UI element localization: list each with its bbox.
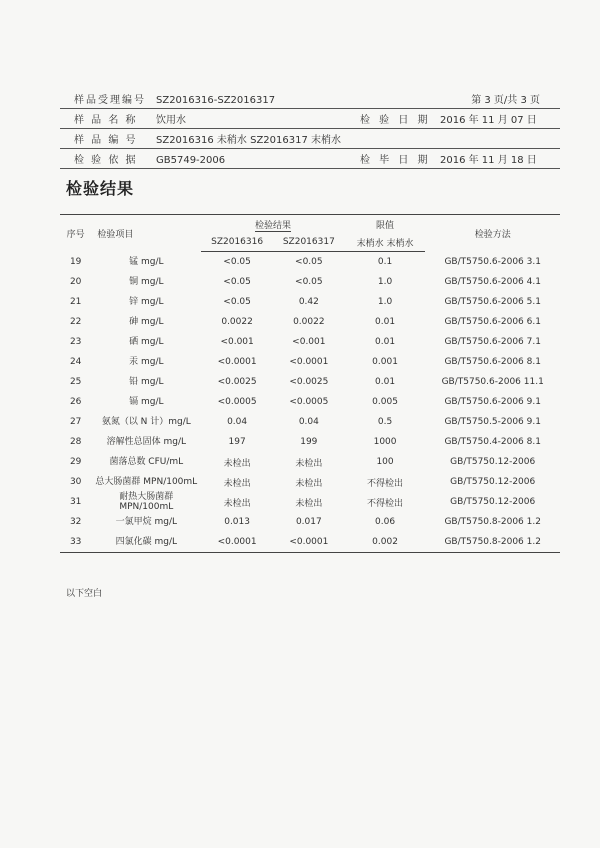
- table-row: [60, 372, 560, 392]
- section-title: 检验结果: [66, 179, 135, 198]
- row-no: 31: [69, 497, 82, 507]
- seal-stamp-edge: [560, 348, 600, 420]
- row-result-2: 未检出: [295, 458, 323, 469]
- page-info: 第 3 页/共 3 页: [471, 95, 540, 106]
- row-item: 菌落总数 CFU/mL: [109, 457, 184, 467]
- row-result-2: 0.42: [298, 297, 319, 307]
- row-method: GB/T5750.6-2006 3.1: [444, 256, 541, 267]
- sample-name-label: 样 品 名 称: [74, 115, 138, 126]
- row-result-2: 199: [300, 437, 318, 447]
- row-no: 19: [69, 256, 82, 267]
- table-row: [60, 272, 560, 292]
- row-no: 30: [69, 477, 82, 487]
- row-method: GB/T5750.6-2006 5.1: [444, 297, 541, 307]
- row-item: 汞 mg/L: [129, 357, 164, 367]
- row-no: 22: [69, 317, 82, 327]
- row-result-2: <0.0005: [289, 397, 329, 407]
- row-result-1: 0.04: [227, 417, 248, 427]
- col-method: 检验方法: [425, 215, 560, 252]
- row-item: 耐热大肠菌群 MPN/100mL: [119, 492, 174, 512]
- row-limit: 0.005: [372, 397, 398, 407]
- row-item: 铅 mg/L: [129, 377, 164, 387]
- row-limit: 100: [376, 457, 394, 467]
- results-table: [60, 214, 560, 553]
- header-divider: [60, 168, 560, 169]
- row-limit: 0.06: [375, 517, 396, 527]
- row-limit: 0.001: [372, 357, 398, 367]
- row-result-2: <0.05: [295, 277, 323, 287]
- row-result-2: <0.0025: [289, 377, 329, 387]
- footer-note: 以下空白: [66, 589, 103, 599]
- sample-no-label: 样 品 编 号: [74, 135, 138, 146]
- sample-mgmt-no: SZ2016316-SZ2016317: [156, 95, 276, 106]
- row-no: 21: [69, 297, 82, 307]
- row-item: 溶解性总固体 mg/L: [106, 437, 186, 447]
- row-item: 锰 mg/L: [129, 256, 164, 267]
- row-result-1: <0.0001: [201, 532, 273, 553]
- header-divider: [60, 128, 560, 129]
- table-row: [60, 392, 560, 412]
- row-method: GB/T5750.8-2006 1.2: [425, 532, 560, 553]
- table-row: [60, 352, 560, 372]
- row-limit: 1.0: [377, 297, 393, 307]
- row-item: 硒 mg/L: [129, 337, 164, 347]
- row-no: 32: [69, 517, 82, 527]
- test-date-label: 检 验 日 期: [360, 115, 431, 126]
- table-row: [60, 532, 560, 553]
- row-item: 四氯化碳 mg/L: [91, 532, 201, 553]
- row-result-2: 0.04: [298, 417, 319, 427]
- row-method: GB/T5750.6-2006 6.1: [444, 317, 541, 327]
- row-result-1: <0.001: [220, 337, 254, 347]
- row-result-1: <0.0005: [217, 397, 257, 407]
- row-method: GB/T5750.6-2006 9.1: [444, 397, 541, 407]
- results-body: [60, 252, 560, 553]
- row-item: 砷 mg/L: [129, 317, 164, 327]
- row-result-1: <0.05: [223, 257, 251, 267]
- row-result-1: <0.05: [223, 297, 251, 307]
- row-item: 镉 mg/L: [129, 397, 164, 407]
- table-row: [60, 432, 560, 452]
- row-no: 33: [60, 532, 91, 553]
- table-row: [60, 312, 560, 332]
- col-item: 检验项目: [91, 215, 201, 252]
- table-row: [60, 452, 560, 472]
- col-r1: SZ2016316: [201, 233, 273, 252]
- table-row: [60, 492, 560, 512]
- table-row: [60, 292, 560, 312]
- row-result-1: 0.013: [224, 517, 250, 527]
- row-limit: 0.01: [375, 377, 396, 387]
- row-method: GB/T5750.4-2006 8.1: [444, 437, 541, 447]
- row-result-1: <0.0001: [217, 357, 257, 367]
- row-limit: 不得检出: [367, 478, 404, 489]
- col-limit: 限值: [345, 215, 426, 234]
- row-result-2: <0.001: [292, 337, 326, 347]
- row-no: 28: [69, 437, 82, 447]
- row-result-1: <0.0025: [217, 377, 257, 387]
- row-no: 25: [69, 377, 82, 387]
- row-result-2: 0.0022: [293, 317, 325, 327]
- finish-date-label: 检 毕 日 期: [360, 155, 431, 166]
- row-item: 锌 mg/L: [129, 297, 164, 307]
- row-method: GB/T5750.6-2006 4.1: [444, 277, 541, 287]
- row-result-1: 未检出: [223, 458, 251, 469]
- sample-mgmt-no-label: 样品受理编号: [74, 95, 146, 106]
- row-no: 27: [69, 417, 82, 427]
- finish-date: 2016 年 11 月 18 日: [440, 155, 537, 166]
- row-item: 一氯甲烷 mg/L: [115, 517, 177, 527]
- table-row: [60, 512, 560, 532]
- row-method: GB/T5750.12-2006: [450, 497, 536, 507]
- row-method: GB/T5750.6-2006 7.1: [444, 337, 541, 347]
- sample-name: 饮用水: [156, 115, 186, 126]
- row-limit: 0.1: [377, 257, 393, 267]
- row-result-2: 0.017: [295, 517, 322, 527]
- table-row: [60, 252, 560, 273]
- test-date: 2016 年 11 月 07 日: [440, 115, 537, 126]
- row-limit: 不得检出: [367, 498, 404, 509]
- row-no: 23: [69, 337, 82, 347]
- row-no: 29: [69, 457, 82, 467]
- row-result-2: <0.05: [295, 257, 323, 267]
- row-limit: 0.01: [375, 337, 396, 347]
- row-method: GB/T5750.6-2006 11.1: [441, 377, 544, 387]
- row-limit: 1000: [373, 437, 397, 447]
- header-divider: [60, 148, 560, 149]
- row-method: GB/T5750.5-2006 9.1: [444, 417, 541, 427]
- row-no: 24: [69, 357, 82, 367]
- table-row: [60, 332, 560, 352]
- basis-label: 检 验 依 据: [74, 155, 138, 166]
- row-result-1: 197: [228, 437, 246, 447]
- row-item: 总大肠菌群 MPN/100mL: [95, 477, 198, 487]
- row-result-2: <0.0001: [289, 357, 329, 367]
- row-method: GB/T5750.6-2006 8.1: [444, 357, 541, 367]
- row-limit: 0.002: [345, 532, 426, 553]
- col-r2: SZ2016317: [273, 233, 345, 252]
- row-method: GB/T5750.12-2006: [450, 477, 536, 487]
- col-no: 序号: [60, 215, 91, 252]
- row-result-1: 未检出: [223, 478, 251, 489]
- row-limit: 0.01: [375, 317, 396, 327]
- row-method: GB/T5750.8-2006 1.2: [444, 517, 541, 527]
- col-limit-sub: 末梢水 末梢水: [345, 233, 426, 252]
- col-result: [201, 215, 344, 234]
- row-no: 26: [69, 397, 82, 407]
- row-method: GB/T5750.12-2006: [450, 457, 536, 467]
- row-result-1: <0.05: [223, 277, 251, 287]
- row-result-2: <0.0001: [273, 532, 345, 553]
- row-item: 铜 mg/L: [129, 277, 164, 287]
- row-item: 氨氮（以 N 计）mg/L: [101, 417, 191, 427]
- row-result-1: 0.0022: [221, 317, 253, 327]
- row-no: 20: [69, 277, 82, 287]
- row-limit: 0.5: [377, 417, 393, 427]
- header-divider: [60, 108, 560, 109]
- row-limit: 1.0: [377, 277, 393, 287]
- table-row: [60, 412, 560, 432]
- row-result-2: 未检出: [295, 478, 323, 489]
- row-result-1: 未检出: [223, 498, 251, 509]
- basis: GB5749-2006: [156, 155, 226, 166]
- col-result-label: 检验结果: [254, 220, 291, 231]
- row-result-2: 未检出: [295, 498, 323, 509]
- table-row: [60, 472, 560, 492]
- sample-no: SZ2016316 未稍水 SZ2016317 末梢水: [156, 135, 342, 146]
